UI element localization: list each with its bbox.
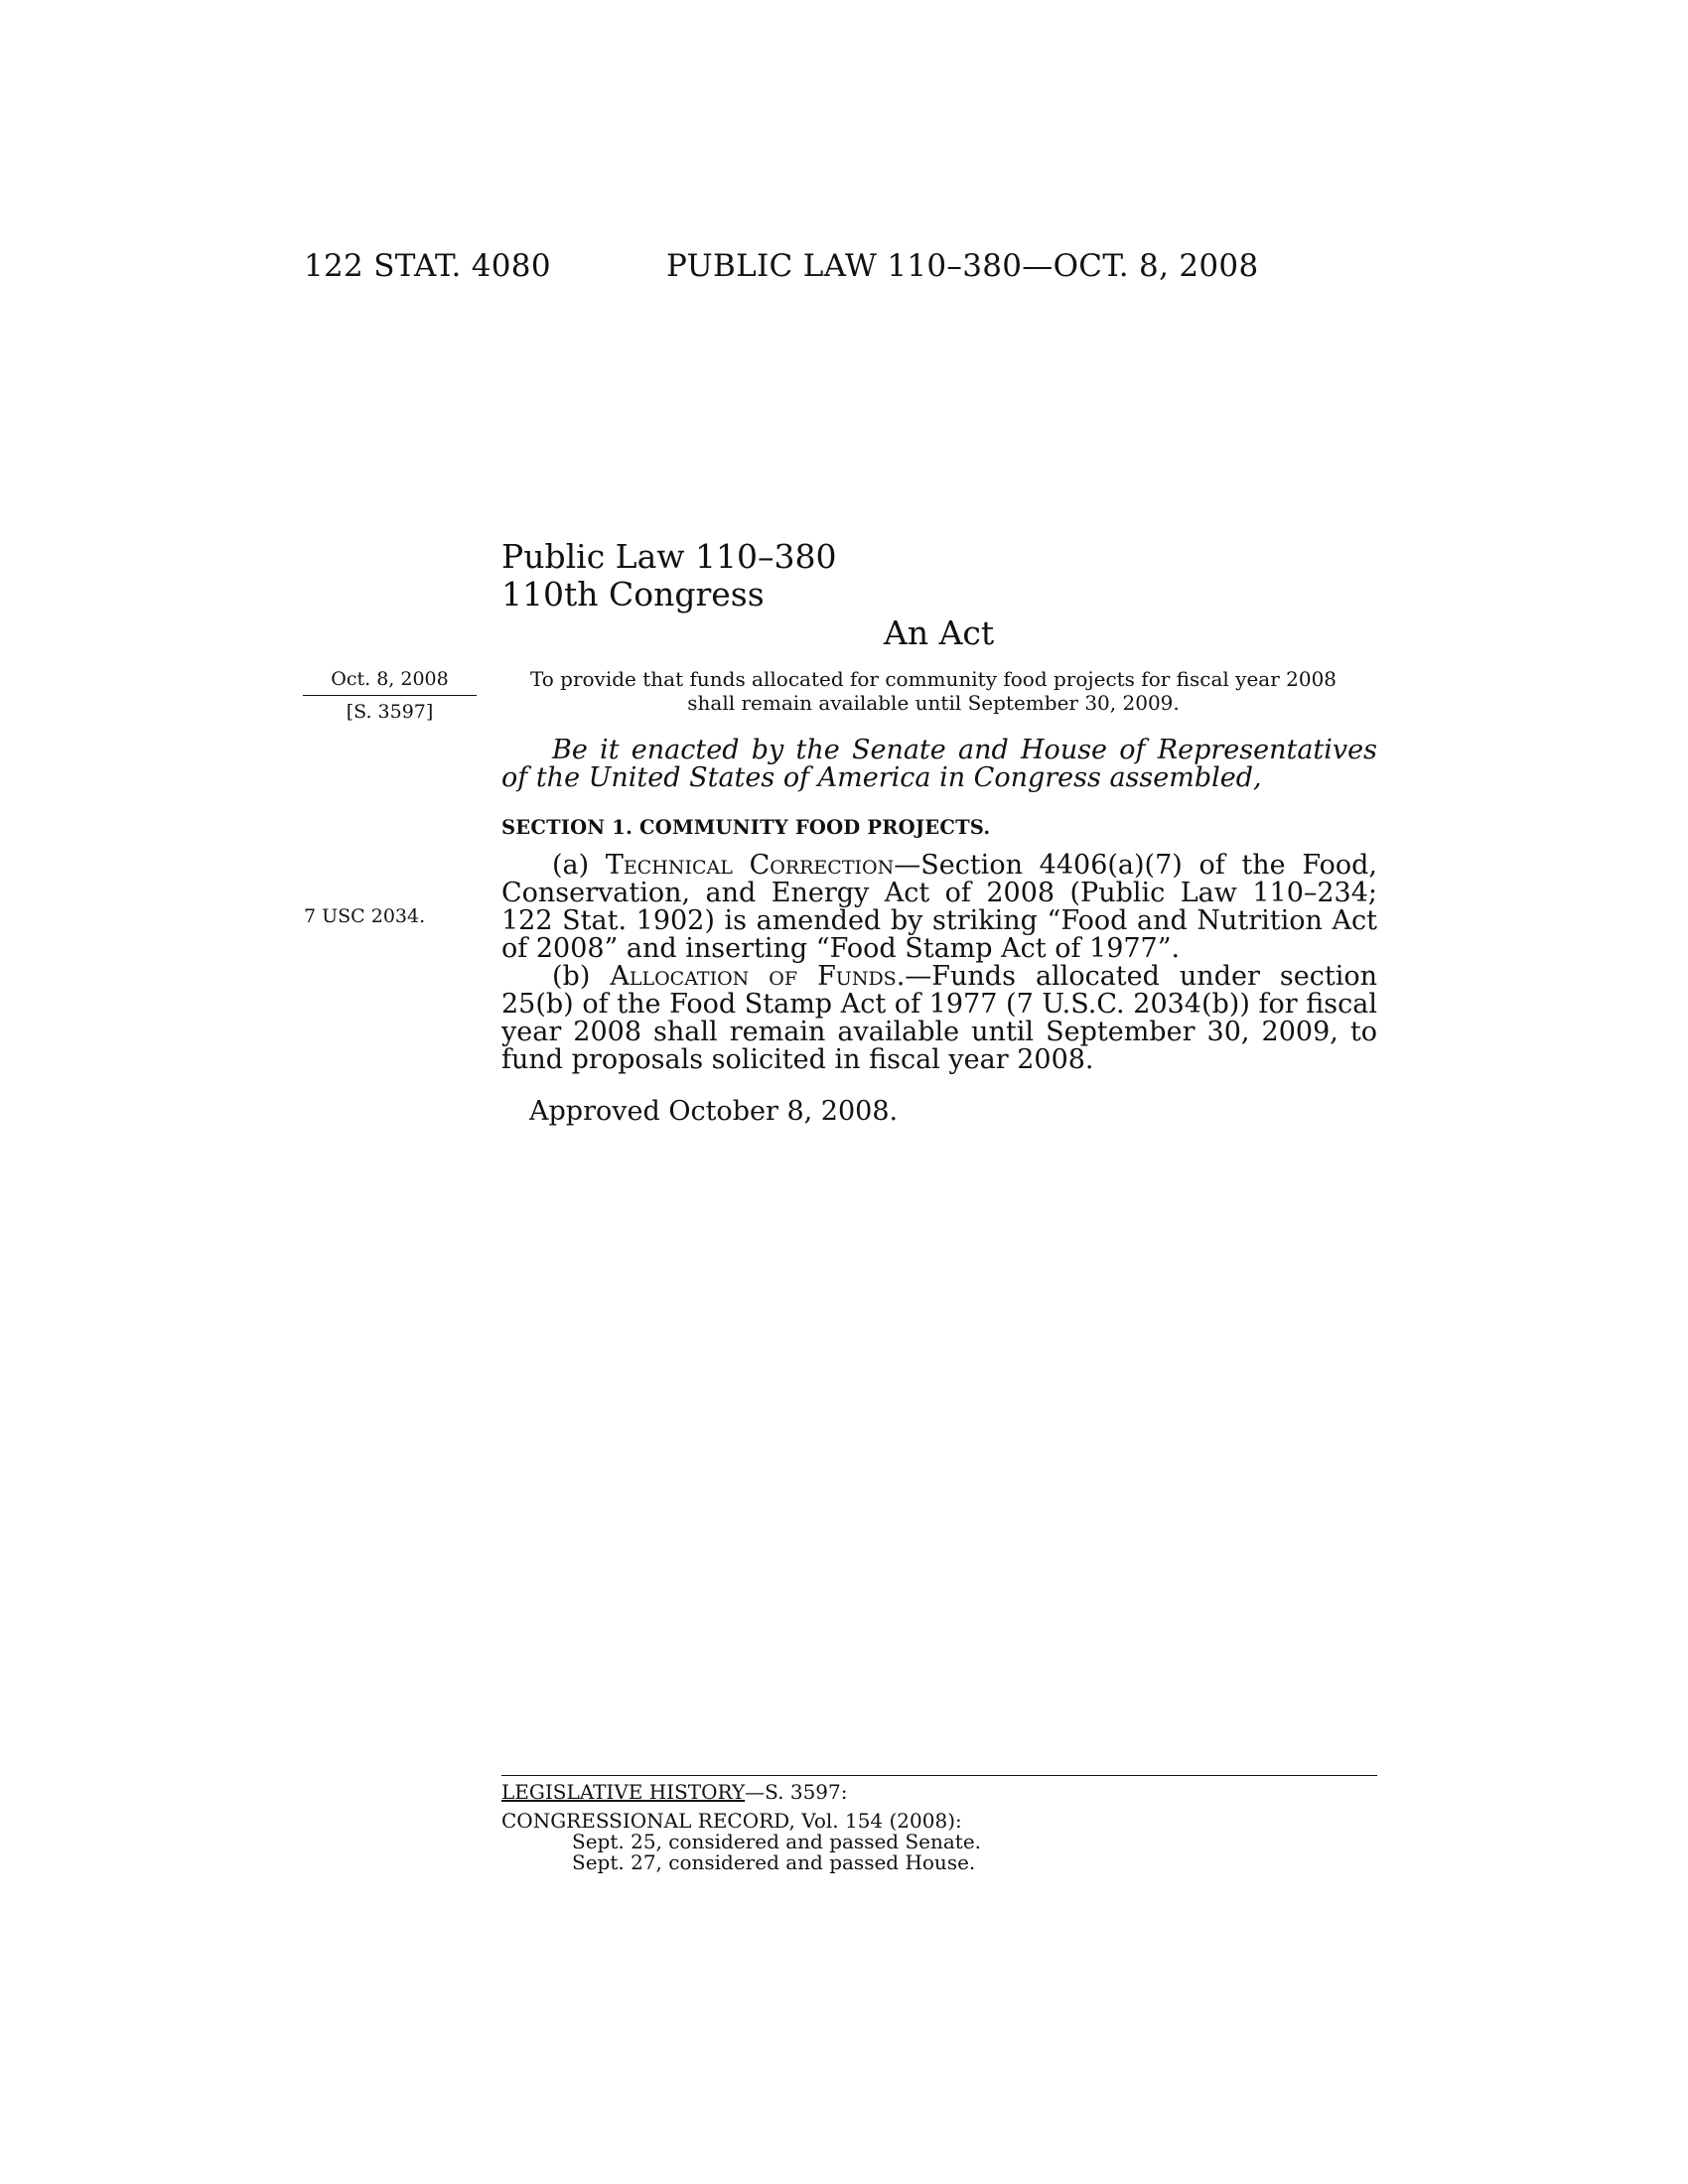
congress: 110th Congress [501,575,765,614]
act-heading: An Act [884,614,995,652]
margin-note-date: Oct. 8, 2008 [331,668,449,690]
legislative-history-heading [501,1782,848,1803]
approval-date: Approved October 8, 2008. [529,1096,899,1127]
subsection-b-designation: (b) [552,961,591,992]
subsection-b-text: .—Funds allocated under section 25(b) of the Food Stamp Act of 1977 (7 U.S.C. 2034(b)) for fiscal year 2008 shall remain available until September 30, 2009, to fund proposals solicited in fiscal year 2008. [501,961,1377,1075]
subsection-b-heading: Allocation of Funds [610,961,897,992]
subsection-a [501,852,1377,963]
senate-action-line: Sept. 25, considered and passed Senate. [572,1830,982,1853]
congressional-record-line: CONGRESSIONAL RECORD, Vol. 154 (2008): [501,1809,962,1833]
running-title: PUBLIC LAW 110–380—OCT. 8, 2008 [666,248,1259,284]
enacting-clause: Be it enacted by the Senate and House of Representatives of the United States of America in Congress assembled, [501,735,1377,793]
subsection-a-designation: (a) [552,850,590,881]
legislative-history-bill: —S. 3597: [745,1780,848,1804]
house-action-line: Sept. 27, considered and passed House. [572,1850,976,1874]
subsection-a-text: —Section 4406(a)(7) of the Food, Conservation, and Energy Act of 2008 (Public Law 110–234; 122 Stat. 1902) is amended by striking “Food and Nutrition Act of 2008” and inserting “Food Stamp Act of 1977”. [501,850,1378,964]
margin-note-divider [303,695,477,696]
section-heading: SECTION 1. COMMUNITY FOOD PROJECTS. [501,816,991,839]
margin-note-usc: 7 USC 2034. [304,905,426,927]
stat-page-number: 122 STAT. 4080 [304,248,551,284]
law-number: Public Law 110–380 [501,537,837,576]
margin-note-bill: [S. 3597] [346,701,434,723]
subsection-b [501,963,1377,1074]
legislative-history-label: LEGISLATIVE HISTORY [501,1780,746,1804]
subsection-a-heading: Technical Correction [605,850,895,881]
footnote-divider [501,1775,1377,1776]
purpose-statement: To provide that funds allocated for community food projects for fiscal year 2008 shall remain available until September 30, 2009. [529,667,1337,715]
